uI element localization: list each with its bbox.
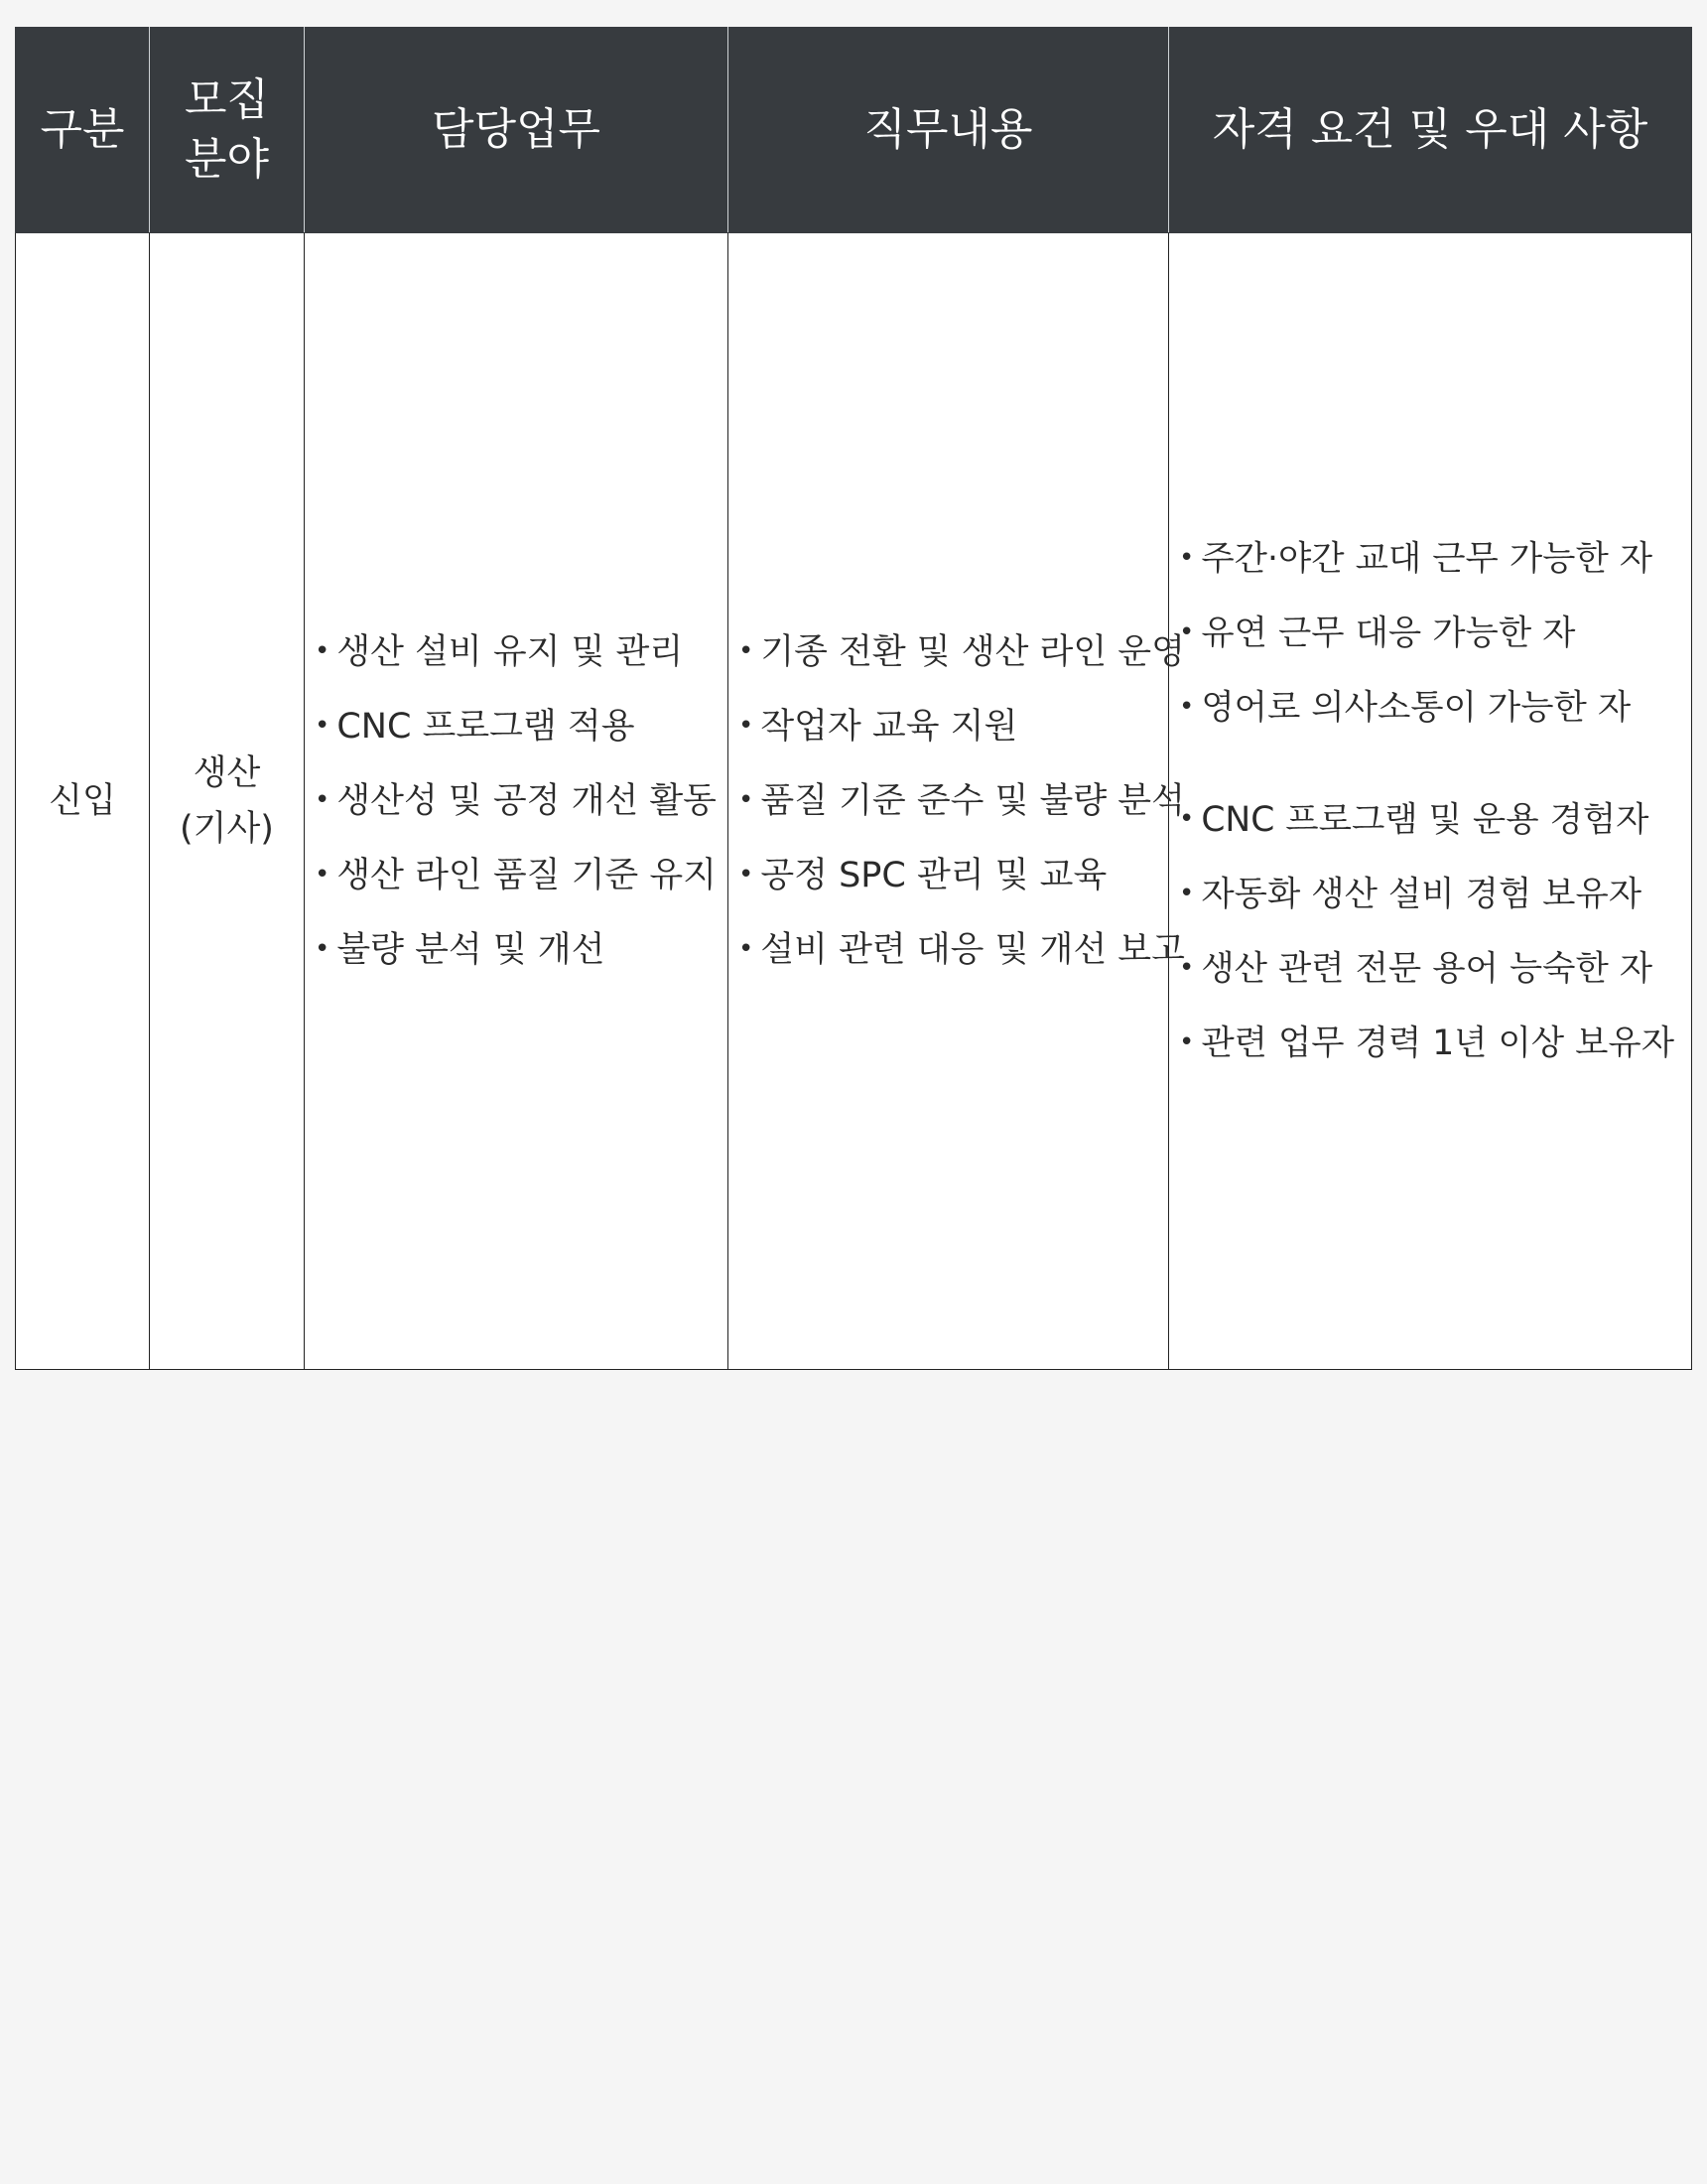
table-row	[16, 233, 1692, 1370]
list-item: • 생산성 및 공정 개선 활동	[315, 764, 727, 839]
list-item: • CNC 프로그램 적용	[315, 690, 727, 764]
header-category: 구분	[16, 28, 150, 233]
list-item: • 관련 업무 경력 1년 이상 보유자	[1179, 1007, 1691, 1081]
header-recruit-field: 모집 분야	[150, 28, 305, 233]
duties-cell	[305, 233, 728, 1370]
list-item: • 불량 분석 및 개선	[315, 913, 727, 988]
job-content-list	[728, 615, 1185, 988]
list-item: • 공정 SPC 관리 및 교육	[738, 839, 1168, 913]
list-item: • CNC 프로그램 및 운용 경험자	[1179, 783, 1691, 858]
list-item: • 설비 관련 대응 및 개선 보고	[738, 913, 1168, 988]
list-item: • 유연 근무 대응 가능한 자	[1179, 597, 1691, 671]
duties-list	[305, 615, 727, 988]
list-item: • 기종 전환 및 생산 라인 운영	[738, 615, 1168, 690]
list-item: • 주간·야간 교대 근무 가능한 자	[1179, 522, 1691, 597]
header-row	[16, 28, 1692, 233]
header-duties: 담당업무	[305, 28, 728, 233]
list-item: • 작업자 교육 지원	[738, 690, 1168, 764]
list-item: • 영어로 의사소통이 가능한 자	[1179, 671, 1691, 746]
list-item: • 생산 관련 전문 용어 능숙한 자	[1179, 932, 1691, 1007]
requirements-list	[1169, 522, 1691, 746]
header-job-content: 직무내용	[728, 28, 1169, 233]
job-content-cell	[728, 233, 1185, 1370]
category-cell: 신입	[16, 233, 150, 1370]
qualifications-cell	[1169, 233, 1692, 1370]
list-item: • 자동화 생산 설비 경험 보유자	[1179, 858, 1691, 932]
preferences-list	[1169, 783, 1691, 1081]
header-qualifications: 자격 요건 및 우대 사항	[1169, 28, 1692, 233]
recruit-field-cell: 생산 (기사)	[150, 233, 305, 1370]
job-posting-table	[15, 27, 1692, 1370]
list-item: • 생산 라인 품질 기준 유지	[315, 839, 727, 913]
list-item: • 생산 설비 유지 및 관리	[315, 615, 727, 690]
list-item: • 품질 기준 준수 및 불량 분석	[738, 764, 1168, 839]
